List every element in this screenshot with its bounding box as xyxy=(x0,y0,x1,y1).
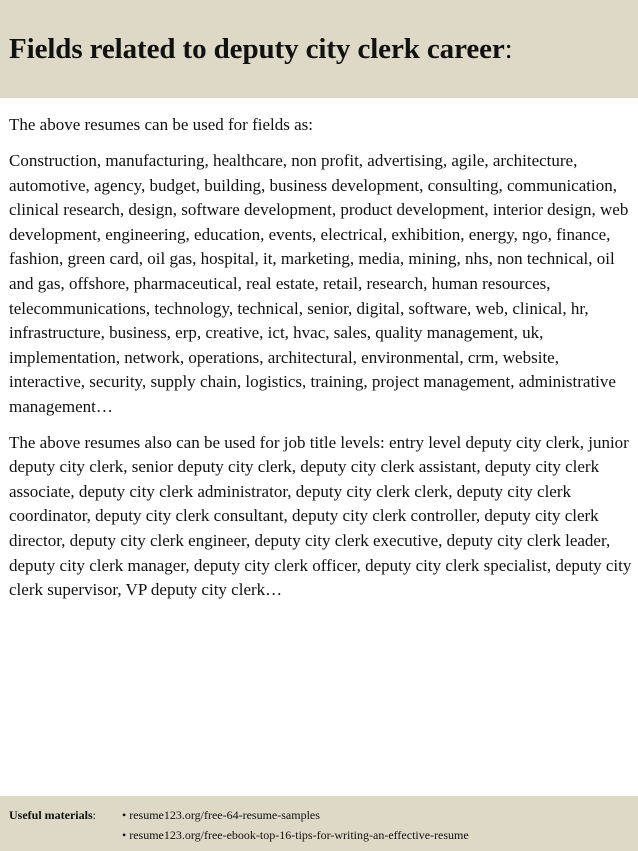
useful-materials-links xyxy=(122,805,638,845)
header-band xyxy=(0,0,638,98)
footer-band xyxy=(0,796,638,851)
resume-tips-ebook-link[interactable]: • resume123.org/free-ebook-top-16-tips-for-writing-an-effective-resume xyxy=(122,828,469,842)
useful-materials-label-text: Useful materials xyxy=(9,808,93,822)
page-title-colon: : xyxy=(504,33,513,65)
fields-paragraph: Construction, manufacturing, healthcare, non profit, advertising, agile, architecture, automotive, agency, budget, building, business development, consulting, communication, clinical research, design, software development, product development, interior design, web development, engineering, education, events, electrical, exhibition, energy, ngo, finance, fashion, green card, oil gas, hospital, it, marketing, media, mining, nhs, non technical, oil and gas, offshore, pharmaceutical, real estate, retail, research, human resources, telecommunications, technology, technical, senior, digital, software, web, clinical, hr, infrastructure, business, erp, creative, ict, hvac, sales, quality management, uk, implementation, network, operations, architectural, environmental, crm, website, interactive, security, supply chain, logistics, training, project management, administrative management… xyxy=(9,151,629,416)
job-levels-paragraph: The above resumes also can be used for job title levels: entry level deputy city clerk, junior deputy city clerk, senior deputy city clerk, deputy city clerk assistant, deputy city clerk associate, deputy city clerk administrator, deputy city clerk clerk, deputy city clerk coordinator, deputy city clerk consultant, deputy city clerk controller, deputy city clerk director, deputy city clerk engineer, deputy city clerk executive, deputy city clerk leader, deputy city clerk manager, deputy city clerk officer, deputy city clerk specialist, deputy city clerk supervisor, VP deputy city clerk… xyxy=(9,432,632,600)
useful-materials-label xyxy=(9,805,122,845)
footer-row xyxy=(9,805,638,845)
page-title xyxy=(9,31,638,67)
useful-materials-label-colon: : xyxy=(92,808,96,822)
resume-samples-link[interactable]: • resume123.org/free-64-resume-samples xyxy=(122,808,320,822)
page-title-text: Fields related to deputy city clerk career xyxy=(9,33,505,65)
intro-text: The above resumes can be used for fields as: xyxy=(9,115,313,134)
main-content xyxy=(9,113,633,614)
